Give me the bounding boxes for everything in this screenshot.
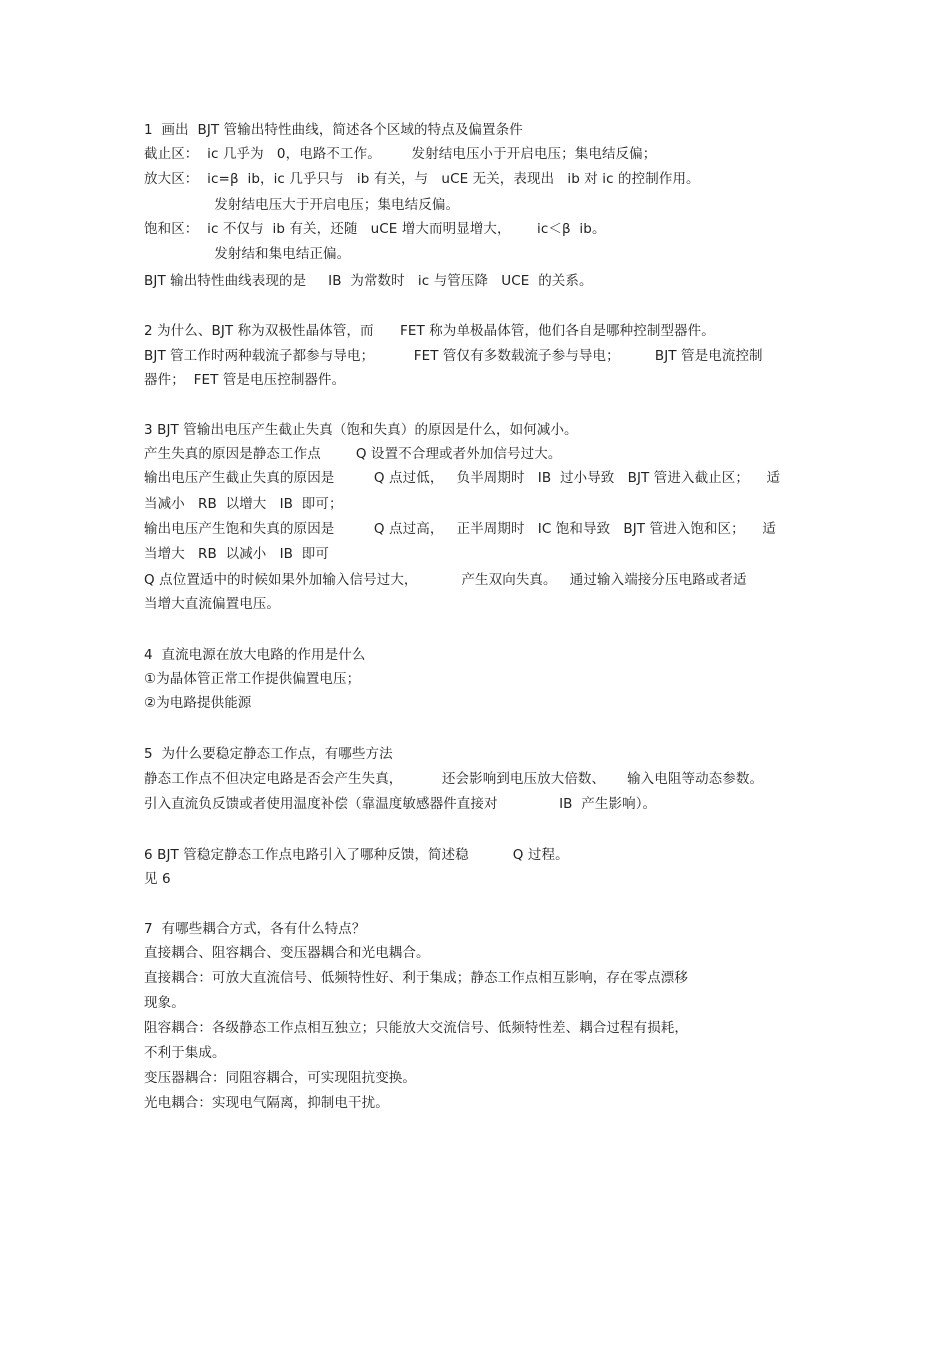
text-line: 当增大 RB 以减小 IB 即可 — [144, 546, 329, 562]
text-line: 变压器耦合：同阻容耦合，可实现阻抗变换。 — [144, 1070, 416, 1086]
text-line: ①为晶体管正常工作提供偏置电压； — [144, 671, 361, 687]
text-line: 直接耦合、阻容耦合、变压器耦合和光电耦合。 — [144, 945, 430, 961]
text-line: 光电耦合：实现电气隔离，抑制电干扰。 — [144, 1095, 389, 1111]
text-line: Q 点位置适中的时候如果外加输入信号过大， 产生双向失真。 通过输入端接分压电路或者适 — [144, 572, 747, 588]
text-line: 截止区： ic 几乎为 0，电路不工作。 发射结电压小于开启电压；集电结反偏； — [144, 146, 657, 162]
text-line: 发射结电压大于开启电压；集电结反偏。 — [144, 197, 460, 213]
text-line: 直接耦合：可放大直流信号、低频特性好、利于集成；静态工作点相互影响，存在零点漂移 — [144, 970, 688, 986]
question-6-heading: 6 BJT 管稳定静态工作点电路引入了哪种反馈，简述稳 Q 过程。 — [144, 847, 569, 863]
text-line: 输出电压产生截止失真的原因是 Q 点过低， 负半周期时 IB 过小导致 BJT 管进入截止区； 适 — [144, 470, 781, 486]
question-2-heading: 2 为什么、BJT 称为双极性晶体管，而 FET 称为单极晶体管，他们各自是哪种控制型器件。 — [144, 323, 715, 339]
text-line: ②为电路提供能源 — [144, 695, 252, 711]
text-line: 静态工作点不但决定电路是否会产生失真， 还会影响到电压放大倍数、 输入电阻等动态参数。 — [144, 771, 764, 787]
text-line: 现象。 — [144, 995, 185, 1011]
text-line: 饱和区： ic 不仅与 ib 有关，还随 uCE 增大而明显增大， ic＜β ib。 — [144, 221, 606, 237]
text-line: BJT 输出特性曲线表现的是 IB 为常数时 ic 与管压降 UCE 的关系。 — [144, 273, 593, 289]
question-7-heading: 7 有哪些耦合方式，各有什么特点？ — [144, 921, 366, 937]
text-line: 当增大直流偏置电压。 — [144, 596, 280, 612]
text-line: 见 6 — [144, 871, 171, 887]
text-line: 发射结和集电结正偏。 — [144, 246, 351, 262]
question-1-heading: 1 画出 BJT 管输出特性曲线，简述各个区域的特点及偏置条件 — [144, 122, 523, 138]
text-line: 引入直流负反馈或者使用温度补偿（靠温度敏感器件直接对 IB 产生影响）。 — [144, 796, 657, 812]
text-line: 器件； FET 管是电压控制器件。 — [144, 372, 346, 388]
text-line: BJT 管工作时两种载流子都参与导电； FET 管仅有多数载流子参与导电； BJT 管是电流控制 — [144, 348, 763, 364]
text-line: 放大区： ic=β ib，ic 几乎只与 ib 有关，与 uCE 无关，表现出 ib 对 ic 的控制作用。 — [144, 171, 700, 187]
text-line: 不利于集成。 — [144, 1045, 226, 1061]
question-3-heading: 3 BJT 管输出电压产生截止失真（饱和失真）的原因是什么，如何减小。 — [144, 422, 578, 438]
text-line: 阻容耦合：各级静态工作点相互独立；只能放大交流信号、低频特性差、耦合过程有损耗， — [144, 1020, 688, 1036]
question-5-heading: 5 为什么要稳定静态工作点，有哪些方法 — [144, 746, 393, 762]
text-line: 输出电压产生饱和失真的原因是 Q 点过高， 正半周期时 IC 饱和导致 BJT 管进入饱和区； 适 — [144, 521, 776, 537]
text-line: 产生失真的原因是静态工作点 Q 设置不合理或者外加信号过大。 — [144, 446, 562, 462]
question-4-heading: 4 直流电源在放大电路的作用是什么 — [144, 647, 366, 663]
text-line: 当减小 RB 以增大 IB 即可； — [144, 496, 343, 512]
